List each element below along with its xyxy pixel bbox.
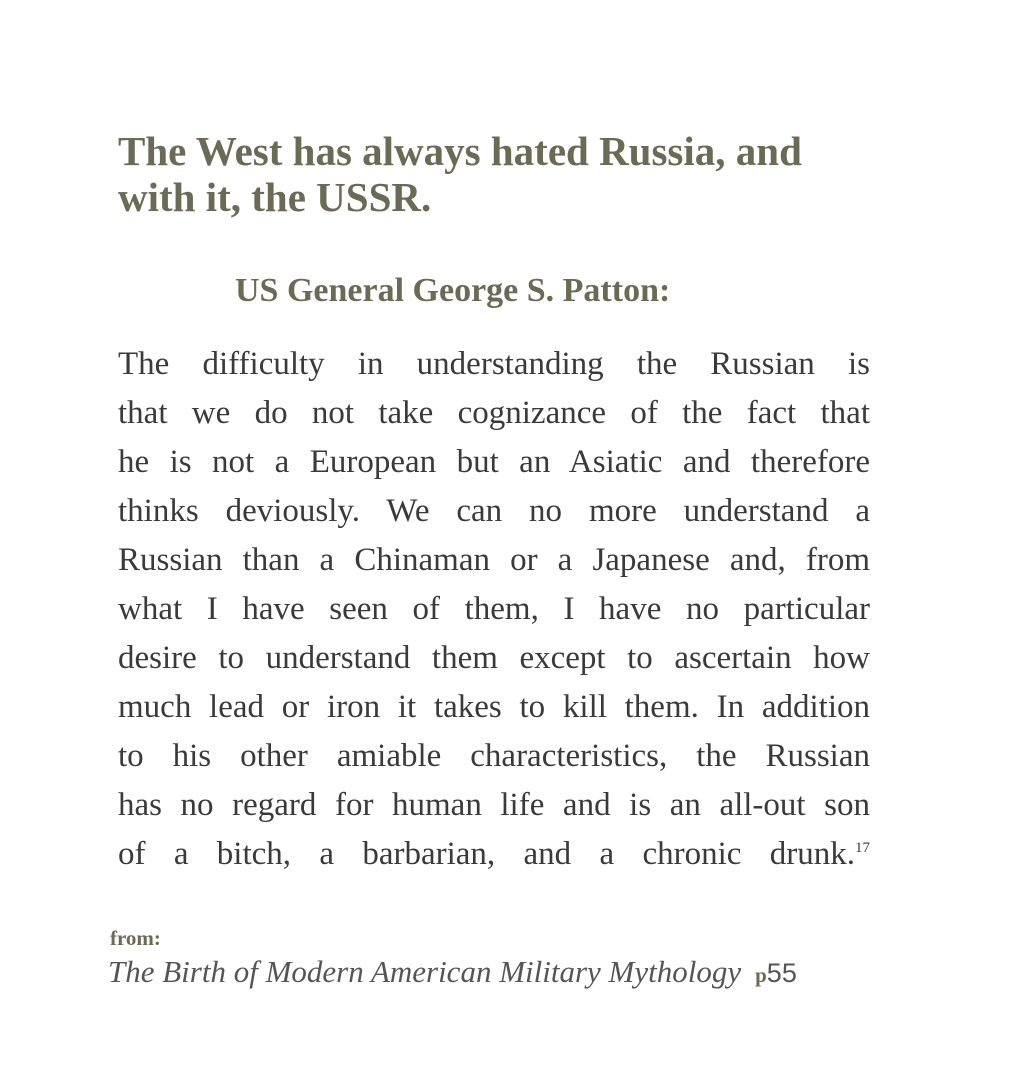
source-citation [108,954,797,990]
quote-block [118,340,870,879]
footnote-marker: 17 [855,840,870,856]
quote-line: of a bitch, a barbarian, and a chronic drunk. [118,836,855,872]
headline-line-2: with it, the USSR. [118,174,432,220]
quote-last-line [118,830,870,879]
quote-line: that we do not take cognizance of the fact that [118,395,870,431]
headline-line-1: The West has always hated Russia, and [118,128,802,174]
quote-line: The difficulty in understanding the Russian is [118,346,870,382]
quote-line: he is not a European but an Asiatic and therefore [118,444,870,480]
page-number: 55 [766,958,797,988]
quote-line: has no regard for human life and is an all-out son [118,787,870,823]
quote-attribution: US General George S. Patton: [235,272,671,309]
quote-line: thinks deviously. We can no more understand a [118,493,870,529]
quote-line: Russian than a Chinaman or a Japanese and, from [118,542,870,578]
quote-line: what I have seen of them, I have no particular [118,591,870,627]
quote-line: to his other amiable characteristics, the Russian [118,738,870,774]
quote-line: much lead or iron it takes to kill them. In addition [118,689,870,725]
book-title: The Birth of Modern American Military Mythology [108,954,742,989]
page-prefix: p [755,963,767,987]
headline [118,128,918,220]
quote-line: desire to understand them except to ascertain how [118,640,870,676]
source-label: from: [110,926,161,950]
